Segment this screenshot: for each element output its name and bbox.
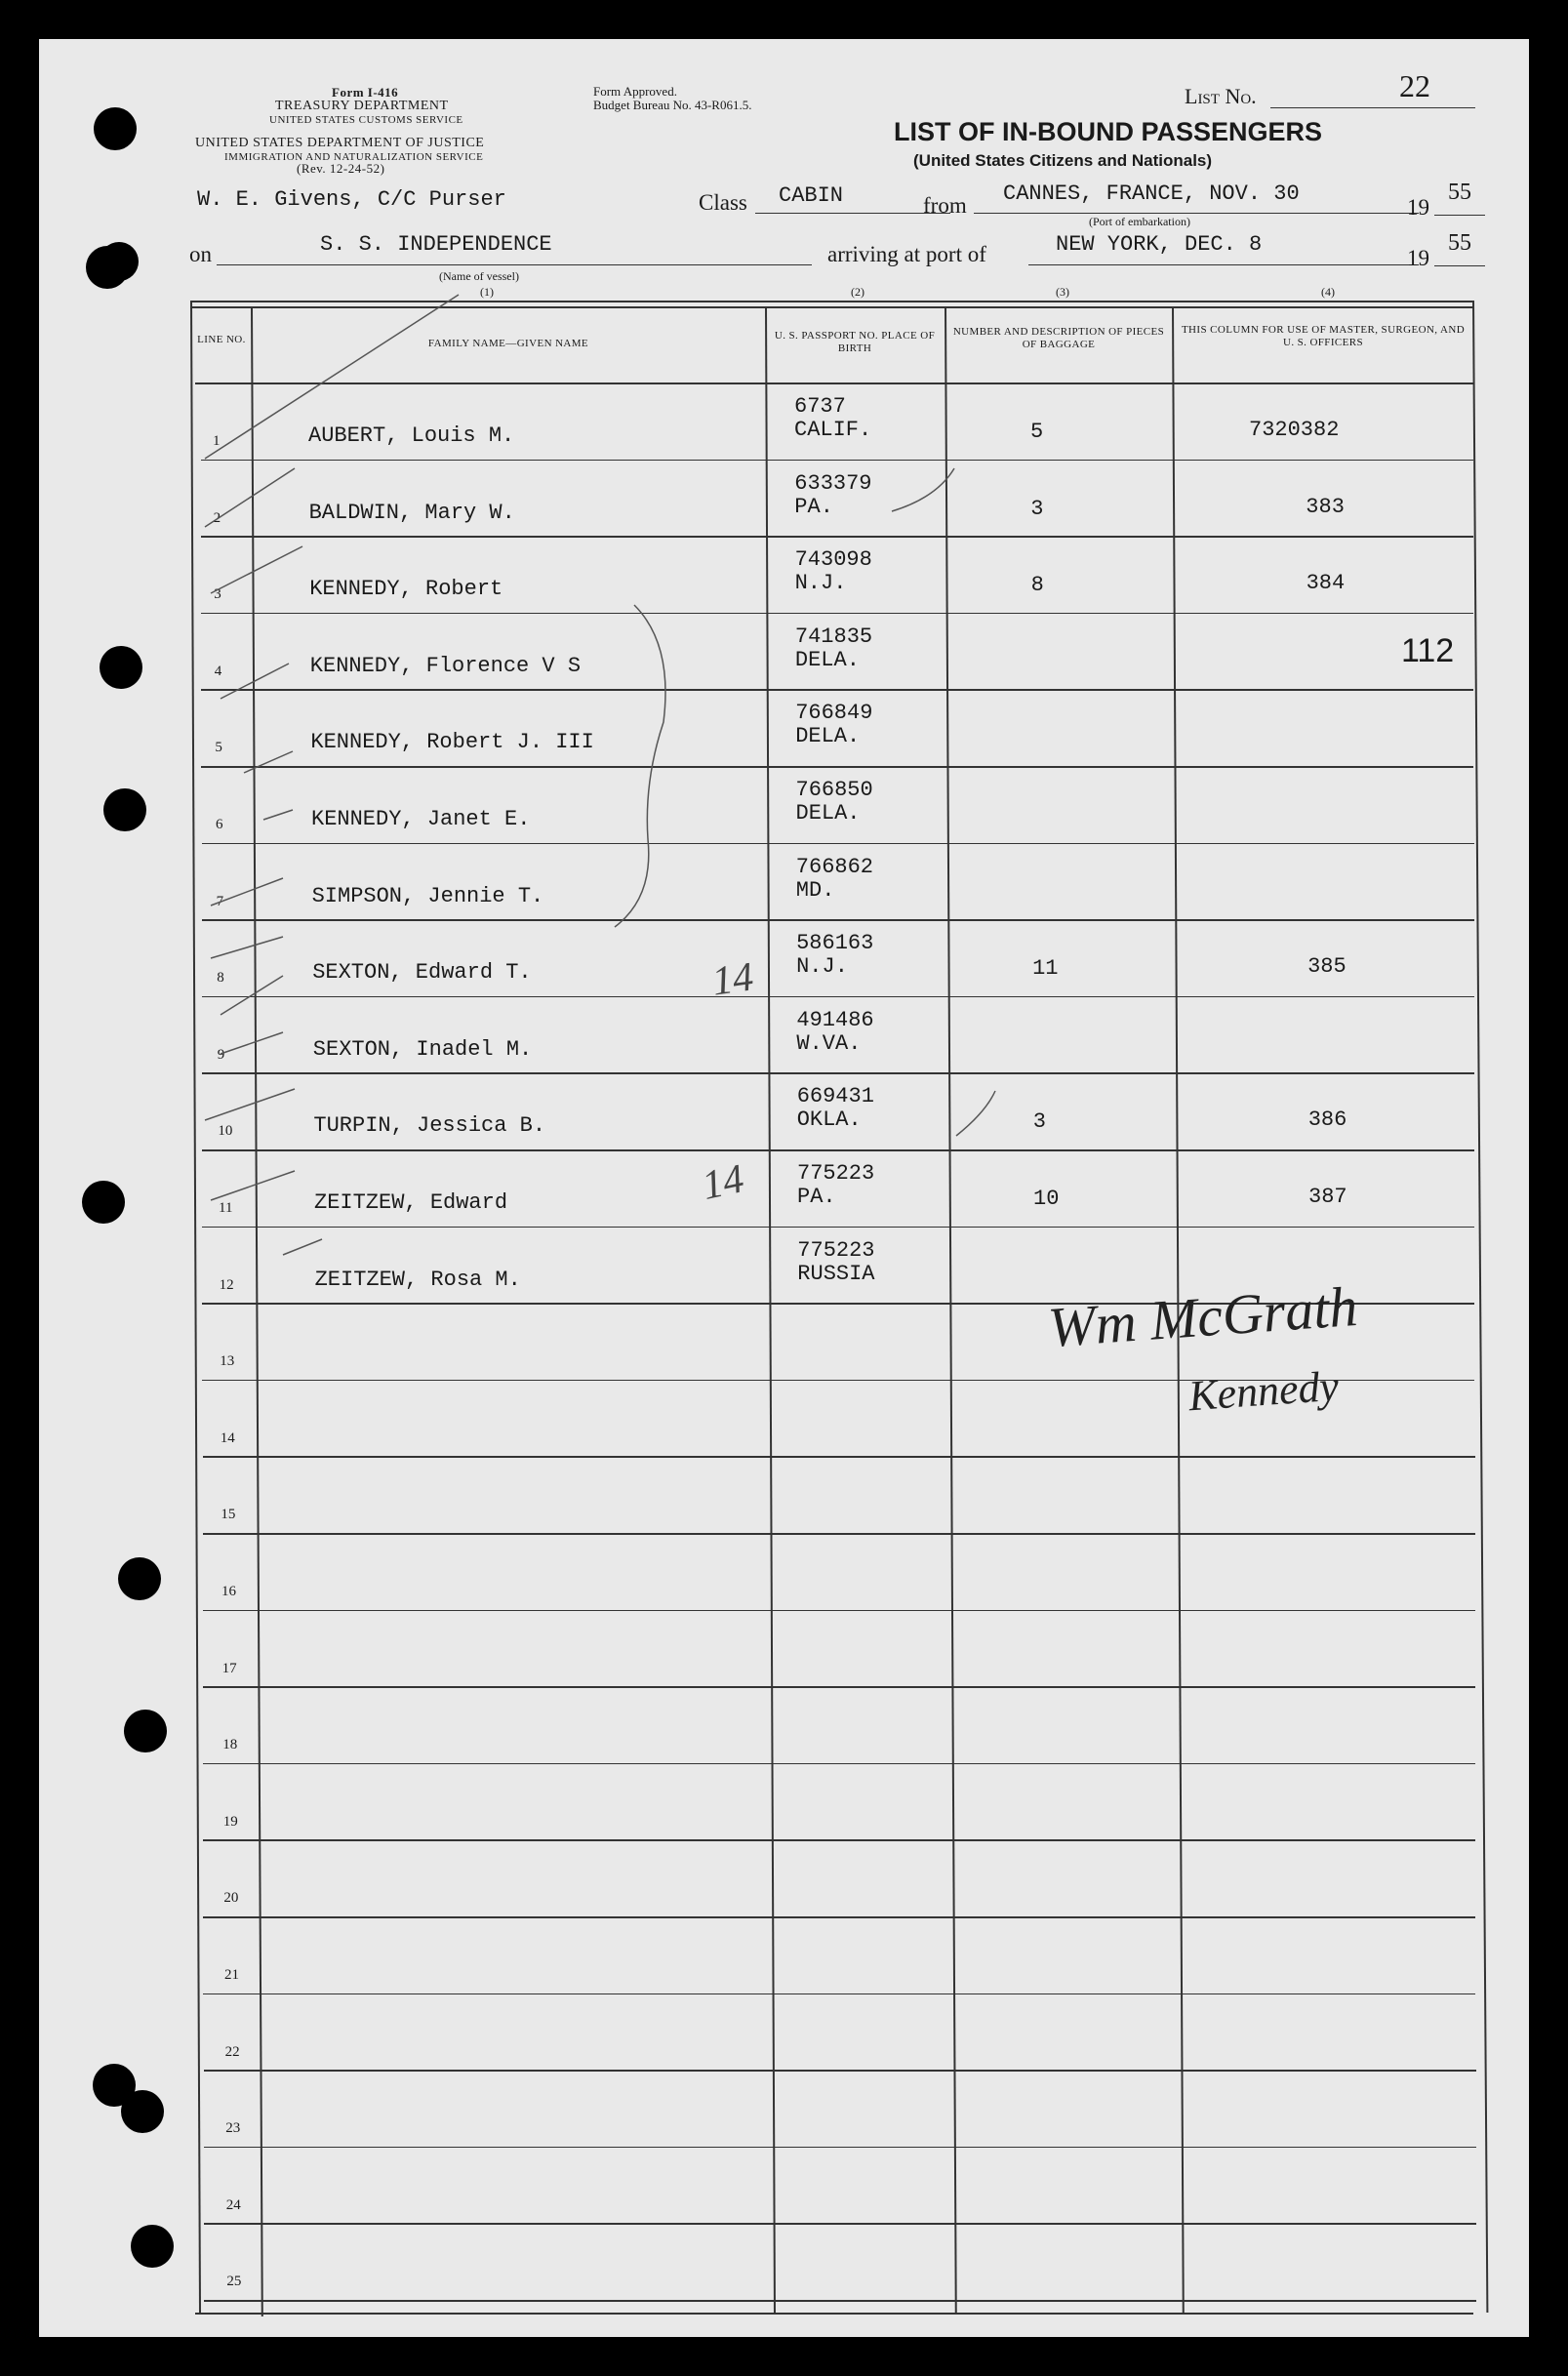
col-passport: U. S. PASSPORT NO. PLACE OF BIRTH — [774, 330, 936, 354]
passport-number: 6737 — [794, 394, 846, 419]
passport-number: 586163 — [796, 931, 874, 956]
baggage-count: 3 — [1030, 496, 1044, 521]
place-of-birth: PA. — [794, 494, 833, 519]
passport-number: 633379 — [794, 470, 872, 496]
passenger-name: AUBERT, Louis M. — [308, 423, 515, 448]
passport-number: 766850 — [795, 778, 873, 802]
from-label: from — [923, 193, 967, 218]
officer-entry: 383 — [1306, 494, 1345, 519]
year-prefix: 19 — [1407, 195, 1429, 220]
place-of-birth: DELA. — [794, 647, 860, 672]
list-number: 22 — [1399, 68, 1430, 103]
line-number: 15 — [221, 1507, 236, 1523]
signature-kennedy: Kennedy — [1186, 1361, 1341, 1421]
passenger-name: ZEITZEW, Rosa M. — [314, 1267, 521, 1292]
place-of-birth: DELA. — [795, 724, 861, 749]
document-page — [39, 39, 1529, 2337]
ins-service: IMMIGRATION AND NATURALIZATION SERVICE — [224, 151, 484, 163]
baggage-count: 3 — [1032, 1109, 1046, 1135]
place-of-birth: CALIF. — [794, 418, 872, 442]
year-prefix-2: 19 — [1407, 246, 1429, 270]
passport-number: 775223 — [797, 1161, 875, 1186]
col-number-4: (4) — [1321, 285, 1335, 299]
line-number: 18 — [222, 1737, 238, 1753]
passenger-name: KENNEDY, Robert — [309, 577, 503, 602]
handwritten-marks — [39, 39, 1529, 2337]
line-number: 20 — [223, 1890, 239, 1907]
passenger-name: KENNEDY, Janet E. — [311, 807, 531, 831]
year-1: 55 — [1448, 180, 1471, 205]
from-value: CANNES, FRANCE, NOV. 30 — [1003, 181, 1300, 206]
line-number: 22 — [224, 2043, 240, 2060]
place-of-birth: PA. — [797, 1185, 836, 1209]
passenger-name: SIMPSON, Jennie T. — [311, 883, 544, 908]
year-2: 55 — [1448, 230, 1471, 256]
line-number: 7 — [216, 893, 224, 909]
passenger-name: BALDWIN, Mary W. — [308, 500, 515, 525]
arrival-port: NEW YORK, DEC. 8 — [1056, 232, 1263, 257]
treasury-dept: TREASURY DEPARTMENT — [275, 99, 449, 113]
revision: (Rev. 12-24-52) — [297, 161, 385, 176]
col-number-1: (1) — [480, 285, 494, 299]
line-number: 1 — [213, 433, 221, 449]
passport-number: 775223 — [797, 1237, 875, 1263]
vessel-label: (Name of vessel) — [439, 269, 519, 283]
line-number: 12 — [219, 1276, 234, 1293]
place-of-birth: RUSSIA — [797, 1261, 875, 1286]
line-number: 5 — [215, 740, 222, 756]
purser: W. E. Givens, C/C Purser — [197, 187, 506, 212]
class-label: Class — [699, 190, 747, 215]
on-label: on — [189, 242, 212, 266]
line-number: 25 — [226, 2274, 242, 2290]
col-baggage: NUMBER AND DESCRIPTION OF PIECES OF BAGGAGE — [952, 326, 1165, 350]
col-number-2: (2) — [851, 285, 864, 299]
line-number: 2 — [213, 509, 221, 526]
passport-number: 766862 — [795, 854, 874, 879]
baggage-count: 5 — [1030, 420, 1044, 444]
line-number: 9 — [217, 1046, 225, 1063]
passenger-name: SEXTON, Edward T. — [312, 960, 532, 986]
port-embark-label: (Port of embarkation) — [1089, 215, 1190, 228]
passport-number: 491486 — [796, 1007, 874, 1032]
place-of-birth: OKLA. — [796, 1107, 862, 1133]
line-number: 24 — [225, 2196, 241, 2213]
line-number: 16 — [221, 1584, 236, 1599]
passport-number: 669431 — [796, 1084, 874, 1109]
col-number-3: (3) — [1056, 285, 1069, 299]
line-number: 21 — [224, 1967, 239, 1983]
budget-bureau: Budget Bureau No. 43-R061.5. — [593, 98, 752, 112]
customs-service: UNITED STATES CUSTOMS SERVICE — [269, 114, 463, 126]
vessel-name: S. S. INDEPENDENCE — [320, 232, 552, 257]
place-of-birth: N.J. — [796, 954, 848, 980]
line-number: 8 — [217, 970, 224, 987]
justice-dept: UNITED STATES DEPARTMENT OF JUSTICE — [195, 136, 485, 150]
line-number: 6 — [216, 817, 223, 832]
passport-number: 741835 — [794, 624, 873, 649]
place-of-birth: W.VA. — [796, 1030, 862, 1056]
line-number: 17 — [221, 1660, 237, 1676]
class-value: CABIN — [779, 183, 844, 208]
place-of-birth: N.J. — [794, 571, 847, 596]
line-number: 10 — [218, 1123, 233, 1140]
baggage-count: 8 — [1030, 573, 1044, 598]
officer-entry: 386 — [1307, 1107, 1347, 1133]
line-number: 3 — [214, 586, 221, 603]
line-number: 14 — [220, 1430, 235, 1446]
document-subtitle: (United States Citizens and Nationals) — [913, 151, 1213, 170]
officer-entry: 7320382 — [1249, 418, 1340, 442]
passenger-name: KENNEDY, Robert J. III — [310, 730, 594, 755]
list-no-label: List No. — [1185, 84, 1257, 108]
col-officers: THIS COLUMN FOR USE OF MASTER, SURGEON, AND U. S. OFFICERS — [1181, 324, 1466, 348]
passenger-name: TURPIN, Jessica B. — [313, 1113, 546, 1139]
passenger-name: KENNEDY, Florence V S — [309, 653, 582, 678]
officer-entry: 385 — [1307, 954, 1347, 980]
form-approved: Form Approved. — [593, 84, 677, 99]
line-number: 23 — [225, 2120, 241, 2137]
place-of-birth: MD. — [795, 877, 835, 903]
line-number: 19 — [222, 1813, 238, 1830]
stamp-number: 112 — [1401, 632, 1455, 669]
col-line-no: LINE NO. — [197, 334, 246, 345]
col-family-name: FAMILY NAME—GIVEN NAME — [427, 338, 589, 349]
passenger-name: SEXTON, Inadel M. — [312, 1036, 533, 1062]
signature-mcgrath: Wm McGrath — [1046, 1274, 1360, 1359]
baggage-count: 11 — [1032, 956, 1059, 982]
line-number: 4 — [214, 663, 222, 679]
handwritten-tally: 14 — [709, 954, 756, 1005]
officer-entry: 384 — [1306, 571, 1346, 596]
passenger-name: ZEITZEW, Edward — [314, 1190, 508, 1215]
baggage-count: 10 — [1033, 1187, 1060, 1211]
document-title: LIST OF IN-BOUND PASSENGERS — [894, 117, 1323, 146]
form-number: Form I-416 — [332, 85, 399, 100]
officer-entry: 387 — [1308, 1185, 1347, 1209]
place-of-birth: DELA. — [795, 801, 861, 826]
line-number: 13 — [220, 1353, 235, 1370]
passport-number: 766849 — [795, 701, 873, 726]
arriving-label: arriving at port of — [827, 242, 986, 266]
line-number: 11 — [219, 1200, 233, 1216]
handwritten-tally: 14 — [698, 1156, 748, 1209]
passport-number: 743098 — [794, 547, 872, 573]
